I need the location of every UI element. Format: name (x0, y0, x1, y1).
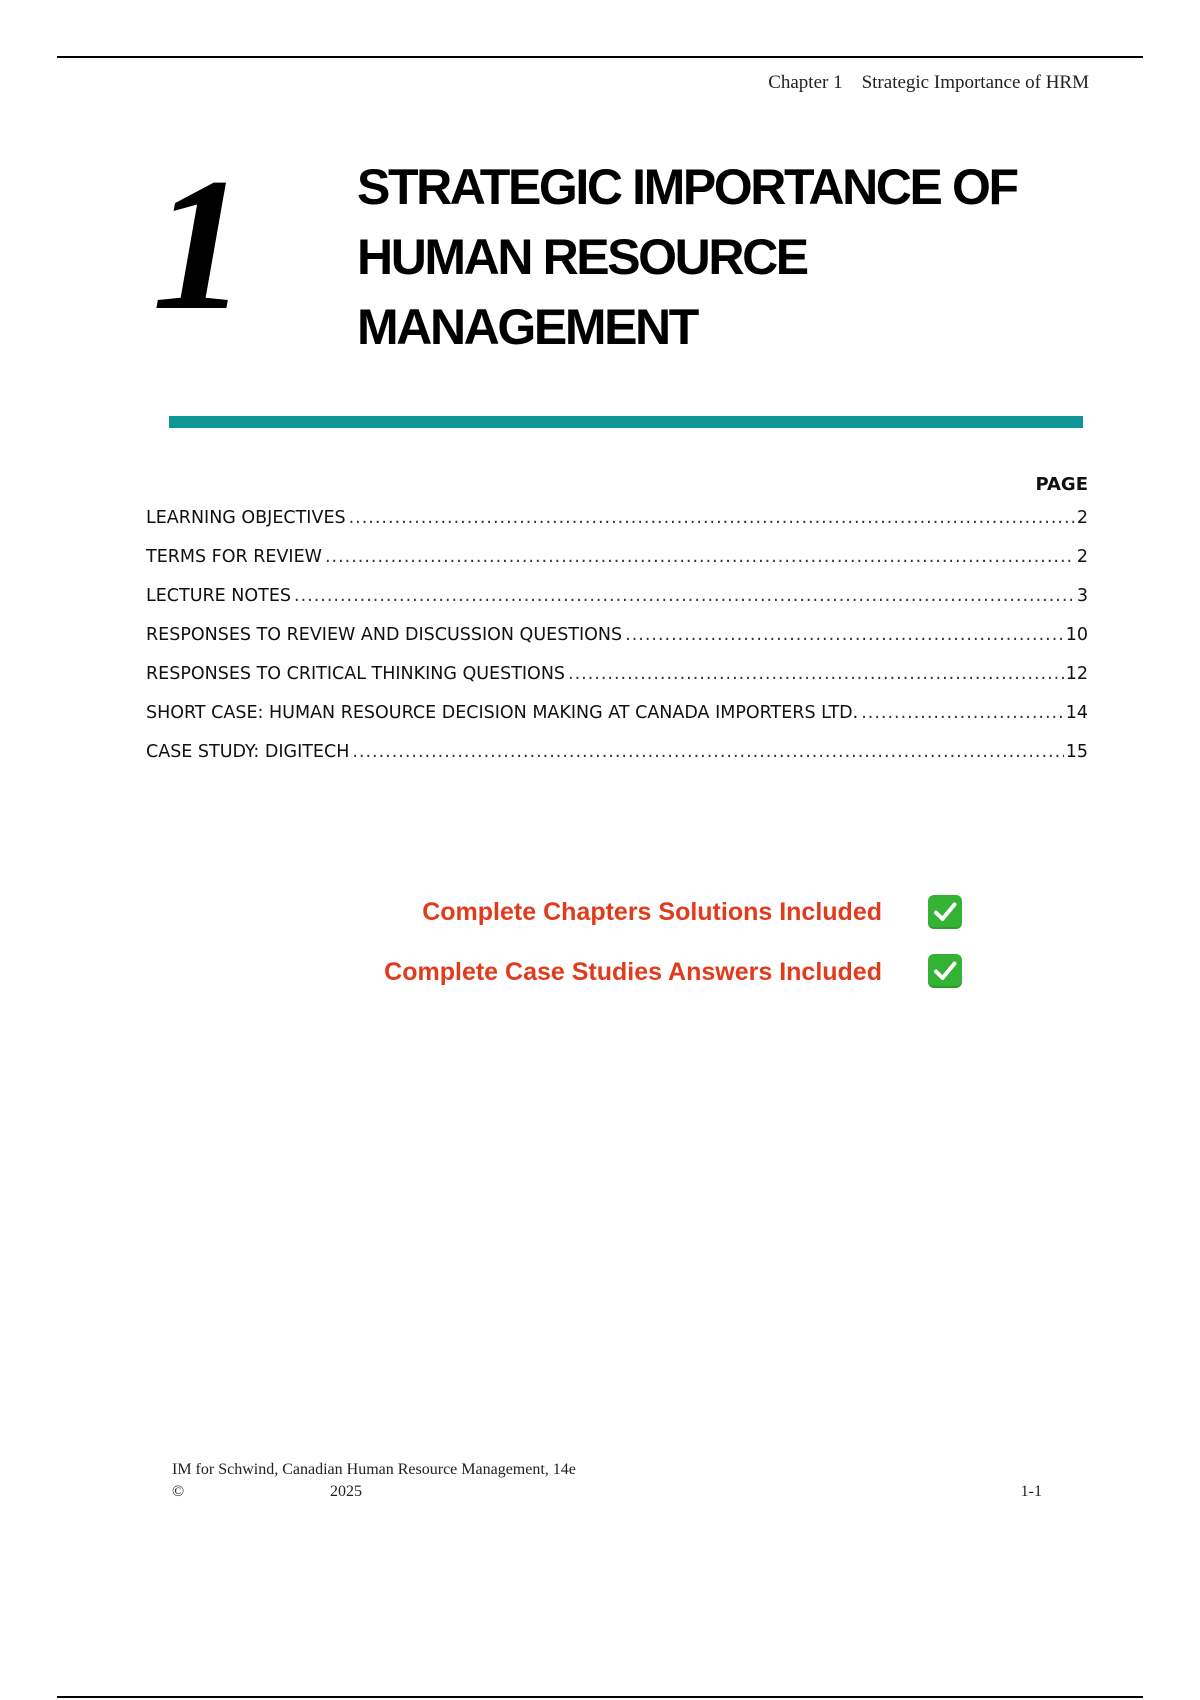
toc-entry (146, 586, 1088, 625)
toc-entry-page: 3 (1076, 586, 1088, 606)
toc-entry-page: 14 (1065, 703, 1088, 723)
table-of-contents (146, 508, 1088, 781)
toc-page-heading: PAGE (1035, 474, 1088, 495)
footer-year: 2025 (330, 1483, 362, 1500)
promo-chapters-solutions: Complete Chapters Solutions Included (422, 898, 882, 926)
chapter-number: 1 (152, 140, 247, 350)
toc-entry-label: RESPONSES TO CRITICAL THINKING QUESTIONS (146, 664, 566, 684)
toc-entry-page: 10 (1065, 625, 1088, 645)
dot-leader (294, 586, 1075, 606)
accent-divider-bar (169, 416, 1083, 428)
dot-leader (625, 625, 1064, 645)
toc-entry (146, 547, 1088, 586)
toc-entry-label: LECTURE NOTES (146, 586, 292, 606)
footer-copyright-symbol: © (172, 1483, 185, 1500)
top-rule (57, 56, 1143, 58)
toc-entry (146, 664, 1088, 703)
footer-book-title: IM for Schwind, Canadian Human Resource Management, 14e (172, 1461, 576, 1478)
check-mark-icon (928, 895, 962, 929)
bottom-rule (57, 1696, 1143, 1698)
toc-entry (146, 703, 1088, 742)
chapter-title (357, 152, 1117, 362)
dot-leader (568, 664, 1064, 684)
chapter-title-line: MANAGEMENT (357, 299, 697, 355)
dot-leader (349, 508, 1075, 528)
toc-entry-label: CASE STUDY: DIGITECH (146, 742, 350, 762)
dot-leader (325, 547, 1075, 567)
running-header: Chapter 1 Strategic Importance of HRM (768, 72, 1089, 93)
toc-entry (146, 625, 1088, 664)
toc-entry-label: RESPONSES TO REVIEW AND DISCUSSION QUESTIONS (146, 625, 623, 645)
footer-page-number: 1-1 (1020, 1483, 1042, 1500)
toc-entry (146, 742, 1088, 781)
toc-entry-page: 2 (1076, 508, 1088, 528)
promo-case-studies-answers: Complete Case Studies Answers Included (384, 958, 882, 986)
toc-entry-page: 12 (1065, 664, 1088, 684)
chapter-title-line: HUMAN RESOURCE (357, 229, 807, 285)
toc-entry-page: 2 (1076, 547, 1088, 567)
dot-leader (352, 742, 1063, 762)
dot-leader (861, 703, 1064, 723)
toc-entry (146, 508, 1088, 547)
toc-entry-page: 15 (1065, 742, 1088, 762)
toc-entry-label: LEARNING OBJECTIVES (146, 508, 346, 528)
toc-entry-label: SHORT CASE: HUMAN RESOURCE DECISION MAKING AT CANADA IMPORTERS LTD. (146, 703, 859, 723)
chapter-title-line: STRATEGIC IMPORTANCE OF (357, 159, 1017, 215)
check-mark-icon (928, 954, 962, 988)
toc-entry-label: TERMS FOR REVIEW (146, 547, 322, 567)
